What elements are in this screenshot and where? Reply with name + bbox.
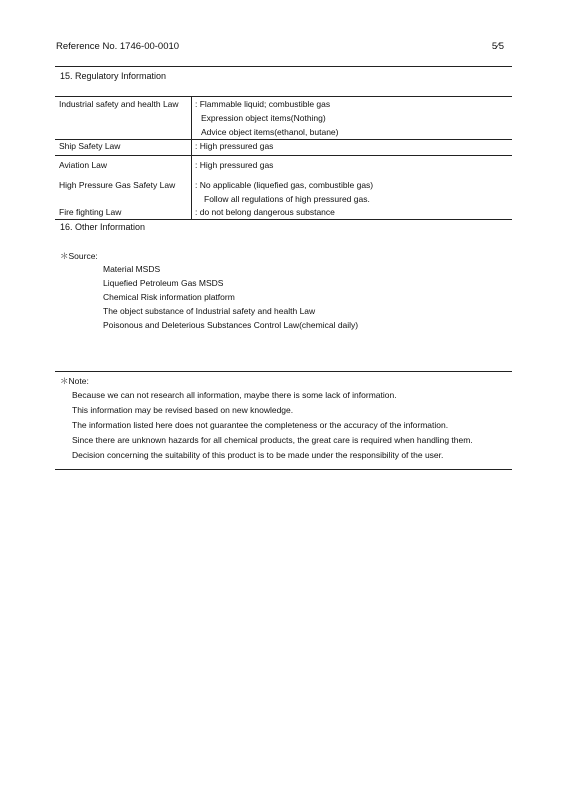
- source-label: ＊Source:: [60, 251, 98, 261]
- reference-number: Reference No. 1746-00-0010: [56, 41, 180, 52]
- header-divider: [55, 66, 512, 67]
- note-item: This information may be revised based on new knowledge.: [72, 405, 294, 415]
- note-item: Because we can not research all information, maybe there is some lack of information.: [72, 390, 397, 400]
- page-header: [56, 41, 504, 55]
- law-detail: : High pressured gas: [195, 160, 274, 170]
- law-name: Aviation Law: [59, 160, 108, 170]
- note-item: Decision concerning the suitability of this product is to be made under the responsibility of the user.: [72, 450, 444, 460]
- law-detail: Expression object items(Nothing): [201, 113, 326, 123]
- law-name: Ship Safety Law: [59, 141, 121, 151]
- law-name: Fire fighting Law: [59, 207, 122, 217]
- law-detail: : No applicable (liquefied gas, combustible gas): [195, 180, 374, 190]
- note-bottom-divider: [55, 469, 512, 470]
- law-detail: : Flammable liquid; combustible gas: [195, 99, 331, 109]
- section-15-title: 15. Regulatory Information: [60, 71, 167, 81]
- note-label: ＊Note:: [60, 376, 89, 386]
- law-name: Industrial safety and health Law: [59, 99, 179, 109]
- section-16-title: 16. Other Information: [60, 222, 146, 232]
- law-name: High Pressure Gas Safety Law: [59, 180, 176, 190]
- table-row-divider: [55, 139, 512, 140]
- law-detail: Follow all regulations of high pressured gas.: [204, 194, 370, 204]
- law-detail: : High pressured gas: [195, 141, 274, 151]
- table-top-border: [55, 96, 512, 97]
- note-top-divider: [55, 371, 512, 372]
- table-bottom-border: [55, 219, 512, 220]
- source-item: Material MSDS: [103, 264, 161, 274]
- note-item: Since there are unknown hazards for all chemical products, the great care is required when handling them.: [72, 435, 473, 445]
- law-detail: Advice object items(ethanol, butane): [201, 127, 339, 137]
- source-item: Poisonous and Deleterious Substances Control Law(chemical daily): [103, 320, 359, 330]
- law-detail: : do not belong dangerous substance: [195, 207, 335, 217]
- table-row-divider: [55, 155, 512, 156]
- table-column-divider: [191, 96, 192, 219]
- source-item: The object substance of Industrial safety and health Law: [103, 306, 316, 316]
- source-item: Liquefied Petroleum Gas MSDS: [103, 278, 224, 288]
- page-number: 5⁄5: [491, 41, 504, 52]
- note-item: The information listed here does not guarantee the completeness or the accuracy of the information.: [72, 420, 449, 430]
- source-item: Chemical Risk information platform: [103, 292, 235, 302]
